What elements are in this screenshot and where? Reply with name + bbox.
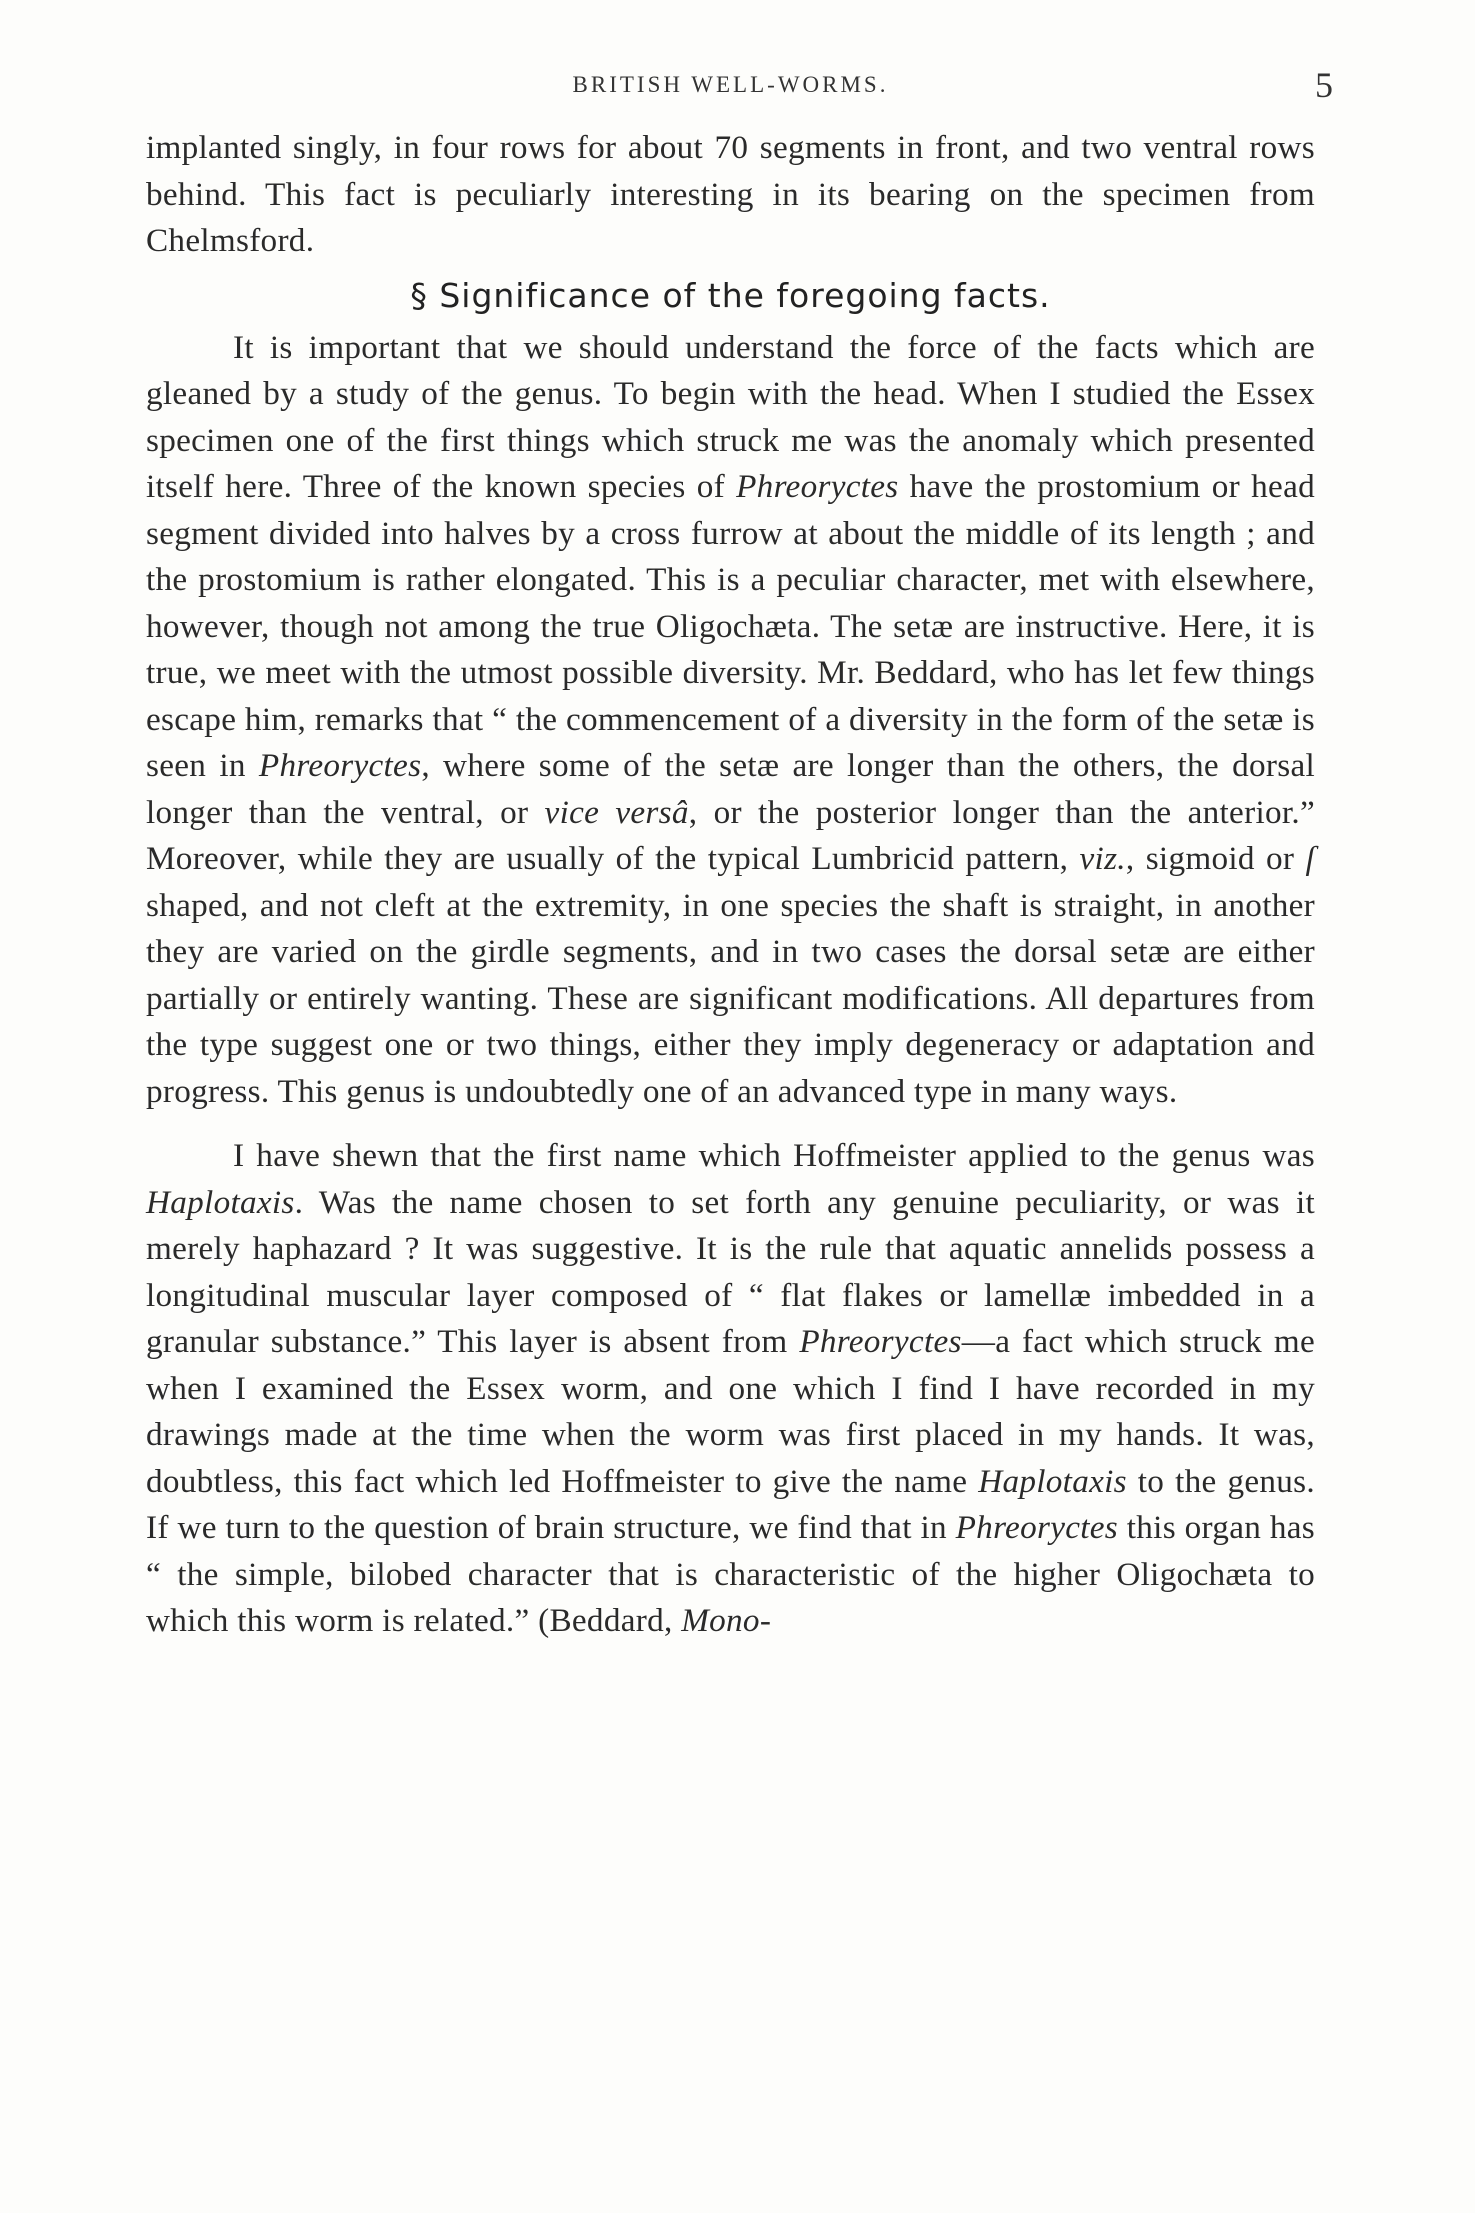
- text-run: . Was the name chosen to set forth any genuine peculiarity, or was it merely haphazard ? It was suggestive. It is the rule that aquatic annelids possess a longitudinal muscular layer composed of “ flat flakes or lamellæ imbedded in a granular substance.” This layer is absent from: [146, 1183, 1315, 1360]
- page-header: [146, 0, 1333, 125]
- italic-genus-name: Phreoryctes: [955, 1509, 1119, 1546]
- paragraph: [146, 1133, 1315, 1645]
- text-run: —a fact which struck me when I examined the Essex worm, and one which I find I have recorded in my drawings made at the time when the worm was first placed in my hands. It was, doubtless, this fact which led Hoffmeister to give the name: [146, 1323, 1315, 1500]
- paragraph-gap: [146, 1115, 1315, 1133]
- text-run: implanted singly, in four rows for about 70 segments in front, and two ventral rows behind. This fact is peculiarly interesting in its bearing on the specimen from Chelmsford.: [146, 129, 1315, 259]
- text-run: , where some of the setæ are longer than the others, the dorsal longer than the ventral, or: [146, 747, 1316, 831]
- italic-letter: ſ: [1305, 840, 1316, 877]
- text-run: I have shewn that the first name which Hoffmeister applied to the genus was: [233, 1137, 1315, 1174]
- italic-phrase: vice versâ: [544, 793, 689, 831]
- body-text: [146, 125, 1315, 1645]
- paragraph-continued: [146, 125, 1315, 265]
- section-heading: § Significance of the foregoing facts.: [410, 275, 1051, 315]
- text-run: shaped, and not cleft at the extremity, in one species the shaft is straight, in another they are varied on the girdle segments, and in two cases the dorsal setæ are either partially or entirely wanting. These are significant modifications. All departures from the type suggest one or two things, either they imply degeneracy or adaptation and progress. This genus is undoubtedly one of an advanced type in many ways.: [146, 886, 1315, 1110]
- text-run: , or the posterior longer than the anterior.” Moreover, while they are usually of the typical Lumbricid pattern,: [146, 793, 1316, 877]
- text-run: this organ has “ the simple, bilobed character that is characteristic of the higher Oligochæta to which this worm is related.” (Beddard,: [146, 1509, 1315, 1639]
- text-run: to the genus. If we turn to the question of brain structure, we find that in: [146, 1462, 1315, 1546]
- page-number: 5: [1315, 65, 1333, 105]
- paragraph: [146, 325, 1315, 1116]
- running-head: BRITISH WELL-WORMS.: [572, 72, 889, 97]
- italic-abbreviation: viz.: [1079, 840, 1126, 877]
- italic-genus-name: Haplotaxis: [978, 1462, 1127, 1500]
- text-run: It is important that we should understand the force of the facts which are gleaned by a study of the genus. To begin with the head. When I studied the Essex specimen one of the first things which struck me was the anomaly which presented itself here. Three of the known species of: [146, 328, 1315, 505]
- italic-citation: Mono-: [681, 1602, 772, 1639]
- italic-genus-name: Phreoryctes: [258, 747, 422, 784]
- italic-genus-name: Phreoryctes: [799, 1323, 962, 1360]
- text-run: have the prostomium or head segment divided into halves by a cross furrow at about the middle of its length ; and the prostomium is rather elongated. This is a peculiar character, met with elsewhere, however, though not among the true Oligochæta. The setæ are instructive. Here, it is true, we meet with the utmost possible diversity. Mr. Beddard, who has let few things escape him, remarks that “ the commencement of a diversity in the form of the setæ is seen in: [146, 468, 1315, 784]
- text-run: , sigmoid or: [1125, 840, 1306, 877]
- italic-genus-name: Haplotaxis: [146, 1183, 295, 1221]
- italic-genus-name: Phreoryctes: [736, 468, 899, 505]
